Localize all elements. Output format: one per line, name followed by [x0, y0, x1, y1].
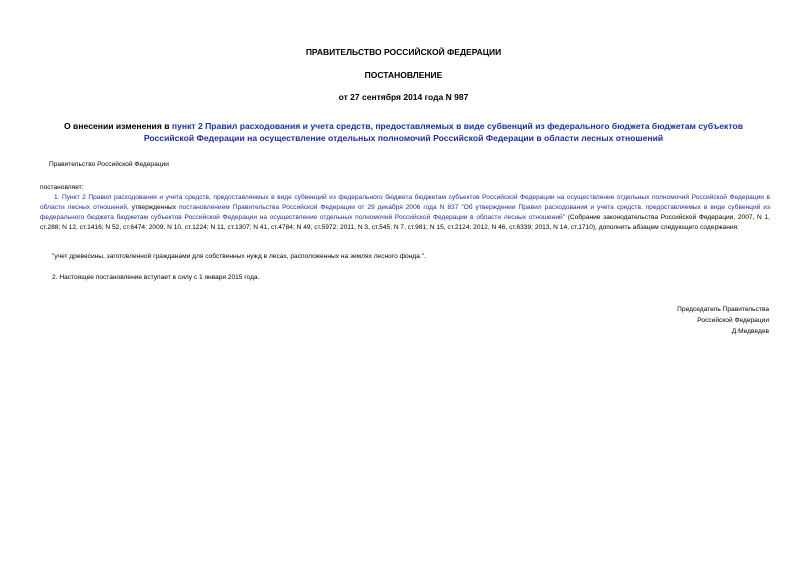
paragraph-1-link-resolution[interactable]: постановлением Правительства Российской Федерации от 29 декабря 2006 года N 837 "Об утверждении Правил расходования и учета средств, предоставляемых в виде субвенций из федерального бюджета бюджетам субъектов Российской Федерации на осуществление отдельных полномочий Российской Федерации в области лесных отношений" — [40, 204, 770, 221]
signature-organization: Российской Федерации — [697, 317, 769, 324]
government-line: Правительство Российской Федерации — [49, 161, 169, 168]
title-link[interactable]: пункт 2 Правил расходования и учета средств, предоставляемых в виде субвенций из федерального бюджета бюджетам субъектов Российской Федерации на осуществление отдельных полномочий Российской Федерации в области лесных отношений — [143, 121, 743, 143]
signature-block — [677, 304, 769, 337]
paragraph-1 — [40, 193, 770, 233]
document-date-number: от 27 сентября 2014 года N 987 — [338, 92, 469, 102]
signature-name: Д.Медведев — [731, 328, 769, 335]
document-title — [40, 121, 767, 144]
paragraph-2: 2. Настоящее постановление вступает в силу с 1 января 2015 года. — [52, 274, 260, 281]
issuing-authority: ПРАВИТЕЛЬСТВО РОССИЙСКОЙ ФЕДЕРАЦИИ — [305, 47, 502, 57]
paragraph-1-text-a: утвержденных — [128, 204, 179, 211]
title-prefix: О внесении изменения в — [63, 121, 172, 131]
paragraph-1-link-rules[interactable]: 1. Пункт 2 Правил расходования и учета средств, предоставляемых в виде субвенций из федерального бюджета бюджетам субъектов Российской Федерации на осуществление отдельных полномочий Российской Федерации в области лесных отношений, — [40, 194, 770, 211]
added-paragraph-quote: "учет древесины, заготовленной гражданами для собственных нужд в лесах, расположенных на землях лесного фонда.". — [52, 253, 426, 260]
resolves-line: постановляет: — [40, 184, 84, 191]
signature-position: Председатель Правительства — [677, 306, 769, 313]
paragraph-1-text-b: (Собрание законодательства Российской Федерации, 2007, N 1, ст.288; N 12, ст.1416; N 52, ст.6474; 2009, N 10, ст.1224; N 11, ст.1307; N 41, ст.4784; N 49, ст.5972; 2011, N 3, ст.545; N 7, ст.981; N 15, ст.2124; 2012, N 46, ст.6339; 2013, N 14, ст.1710), дополнить абзацем следующего содержания: — [40, 214, 771, 231]
document-type: ПОСТАНОВЛЕНИЕ — [364, 70, 443, 80]
